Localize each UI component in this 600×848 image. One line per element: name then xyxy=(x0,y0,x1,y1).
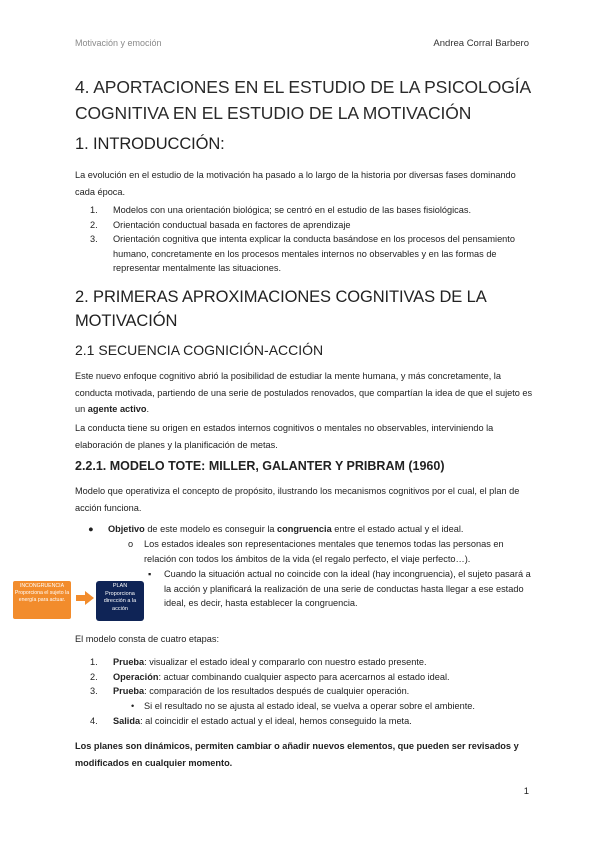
arrow-right-icon xyxy=(76,591,94,605)
header-author: Andrea Corral Barbero xyxy=(433,38,529,49)
orientation-list xyxy=(75,203,535,276)
page-number: 1 xyxy=(523,786,529,797)
section-2-heading: 2. PRIMERAS APROXIMACIONES COGNITIVAS DE LA MOTIVACIÓN xyxy=(75,288,486,330)
list-item: 1. Prueba: visualizar el estado ideal y compararlo con nuestro estado presente. xyxy=(90,657,427,667)
bullet-square-icon: ▪ xyxy=(148,569,152,579)
objective-bullet: ● Objetivo de este modelo es conseguir la congruencia entre el estado actual y el ideal. xyxy=(88,522,538,537)
subsection-2-2-1-heading: 2.2.1. MODELO TOTE: MILLER, GALANTER Y PRIBRAM (1960) xyxy=(75,459,445,473)
stages-list xyxy=(75,655,535,699)
list-item: 3. Orientación cognitiva que intenta explicar la conducta basándose en los procesos del pensamiento humano, concretamente en los procesos mentales internos no observables y en las formas de representar mentalmente las situaciones. xyxy=(90,234,515,273)
list-item: 4. Salida: al coincidir el estado actual y el ideal, hemos conseguido la meta. xyxy=(90,716,412,726)
stages-intro: El modelo consta de cuatro etapas: xyxy=(75,634,220,644)
header-course: Motivación y emoción xyxy=(75,38,162,48)
stage-4-list xyxy=(75,714,535,729)
list-item: 1. Modelos con una orientación biológica; se centró en el estudio de las bases fisiológicas. xyxy=(90,205,472,215)
chapter-title: 4. APORTACIONES EN EL ESTUDIO DE LA PSICOLOGÍA COGNITIVA EN EL ESTUDIO DE LA MOTIVACIÓN xyxy=(75,77,531,123)
subsection-2-1-paragraph-2: La conducta tiene su origen en estados internos cognitivos o mentales no observables, interviniendo la elaboración de planes y la planificación de metas. xyxy=(75,423,494,450)
ideal-states-bullet: o Los estados ideales son representaciones mentales que tenemos todas las personas en relación con todos los ámbitos de la vida (el regalo perfecto, el viaje perfecto…). xyxy=(128,539,504,564)
incongruence-box: INCONGRUENCIA Proporciona el sujeto la energía para actuar. xyxy=(13,581,71,619)
list-item: 2. Operación: actuar combinando cualquier aspecto para acercarnos al estado ideal. xyxy=(90,671,450,682)
list-item: 2. Orientación conductual basada en factores de aprendizaje xyxy=(90,219,351,230)
incongruence-bullet: ▪ Cuando la situación actual no coincide con la ideal (hay incongruencia), el sujeto pasará a la acción y planificará la realización de una serie de conductas hasta llegar a ese estado ideal, es decir, hasta establecer la congruencia. xyxy=(148,569,531,608)
subsection-2-1-paragraph-1: Este nuevo enfoque cognitivo abrió la posibilidad de estudiar la mente humana, y más concretamente, la conducta motivada, partiendo de una serie de postulados renovados, que compartían la idea de que el sujeto es un agente activo. xyxy=(75,371,533,414)
section-1-intro: La evolución en el estudio de la motivación ha pasado a lo largo de la historia por diversas fases dominando cada época. xyxy=(75,170,516,197)
bullet-dot-icon: ● xyxy=(88,524,94,534)
list-item: 3. Prueba: comparación de los resultados después de cualquier operación. xyxy=(90,686,410,696)
subsection-2-1-heading: 2.1 SECUENCIA COGNICIÓN-ACCIÓN xyxy=(75,342,324,358)
bullet-circle-icon: o xyxy=(128,539,134,549)
bullet-dot-icon: • xyxy=(131,701,135,711)
section-1-heading: 1. INTRODUCCIÓN: xyxy=(75,135,225,153)
tote-description: Modelo que operativiza el concepto de propósito, ilustrando los mecanismos cognitivos por el cual, el plan de acción funciona. xyxy=(75,486,520,513)
plan-box: PLAN Proporciona dirección a la acción xyxy=(96,581,144,621)
sub-bullet: • Si el resultado no se ajusta al estado ideal, se vuelva a operar sobre el ambiente. xyxy=(128,699,536,714)
closing-paragraph: Los planes son dinámicos, permiten cambiar o añadir nuevos elementos, que pueden ser revisados y modificados en cualquier momento. xyxy=(75,741,519,768)
